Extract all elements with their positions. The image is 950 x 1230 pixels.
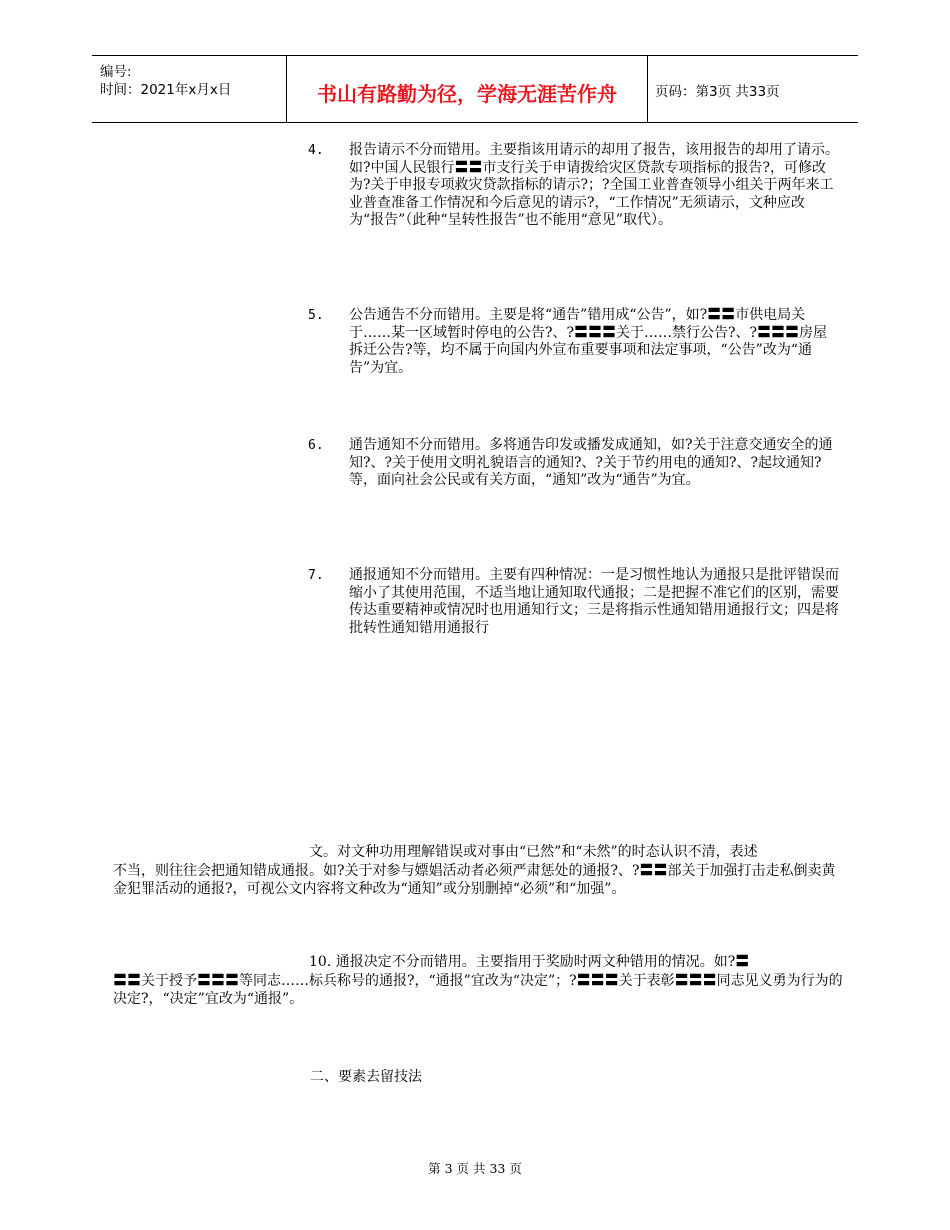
body-paragraph	[113, 953, 843, 1009]
list-item	[300, 142, 845, 230]
header-meta	[92, 56, 286, 122]
page-info: 页码：第3页 共33页	[655, 84, 780, 100]
list-item	[300, 567, 845, 637]
item-text: 公告通告不分而错用。主要是将“通告”错用成“公告”，如?〓〓市供电局关于……某一区域暂时停电的公告?、?〓〓〓关于……禁行公告?、?〓〓〓房屋拆迁公告?等，均不属于向国内外宣布重要事项和法定事项，“公告”改为“通告”为宜。	[349, 307, 828, 376]
paragraph-rest: 不当，则往往会把通知错成通报。如?关于对参与嫖娼活动者必须严肃惩处的通报?、?〓〓部关于加强打击走私倒卖黄金犯罪活动的通报?，可视公文内容将文种改为“通知”或分别删掉“必须”和“加强”。	[113, 862, 836, 897]
section-heading: 二、要素去留技法	[310, 1069, 422, 1085]
item-number: 5.	[308, 308, 324, 323]
body-paragraph	[113, 843, 843, 899]
header-motto-cell	[286, 56, 648, 122]
item-number: 6.	[308, 438, 324, 453]
page-footer: 第 3 页 共 33 页	[428, 1161, 522, 1176]
list-item	[300, 307, 845, 377]
paragraph-rest: 〓〓关于授予〓〓〓等同志……标兵称号的通报?，“通报”宜改为“决定”；?〓〓〓关于表彰〓〓〓同志见义勇为行为的决定?，“决定”宜改为“通报”。	[113, 972, 843, 1007]
header-page-cell	[647, 56, 858, 122]
item-text: 报告请示不分而错用。主要指该用请示的却用了报告，该用报告的却用了请示。如?中国人民银行〓〓市支行关于申请拨给灾区贷款专项指标的报告?，可修改为?关于申报专项救灾贷款指标的请示?；?全国工业普查领导小组关于两年来工业普查准备工作情况和今后意见的请示?，“工作情况”无须请示，文种应改为“报告”（此种“呈转性报告”也不能用“意见”取代）。	[349, 142, 839, 229]
time-label: 时间：2021年x月x日	[100, 82, 232, 98]
item-number: 7.	[308, 568, 324, 583]
serial-label: 编号:	[100, 64, 132, 80]
motto: 书山有路勤为径，学海无涯苦作舟	[317, 82, 617, 106]
item-text: 通报通知不分而错用。主要有四种情况：一是习惯性地认为通报只是批评错误而缩小了其使用范围，不适当地让通知取代通报；二是把握不准它们的区别，需要传达重要精神或情况时也用通知行文；三是将指示性通知错用通报行文；四是将批转性通知错用通报行	[349, 567, 839, 636]
item-text: 通告通知不分而错用。多将通告印发或播发成通知，如?关于注意交通安全的通知?、?关于使用文明礼貌语言的通知?、?关于节约用电的通知?、?起坟通知?等，面向社会公民或有关方面，“通知”改为“通告”为宜。	[349, 437, 833, 489]
list-item	[300, 437, 845, 490]
page-header	[92, 55, 858, 123]
item-number: 4.	[308, 143, 324, 158]
paragraph-first-line: 文。对文种功用理解错误或对事由“已然”和“未然”的时态认识不清，表述	[309, 844, 758, 860]
paragraph-first-line: 10. 通报决定不分而错用。主要指用于奖励时两文种错用的情况。如?〓	[309, 954, 750, 970]
